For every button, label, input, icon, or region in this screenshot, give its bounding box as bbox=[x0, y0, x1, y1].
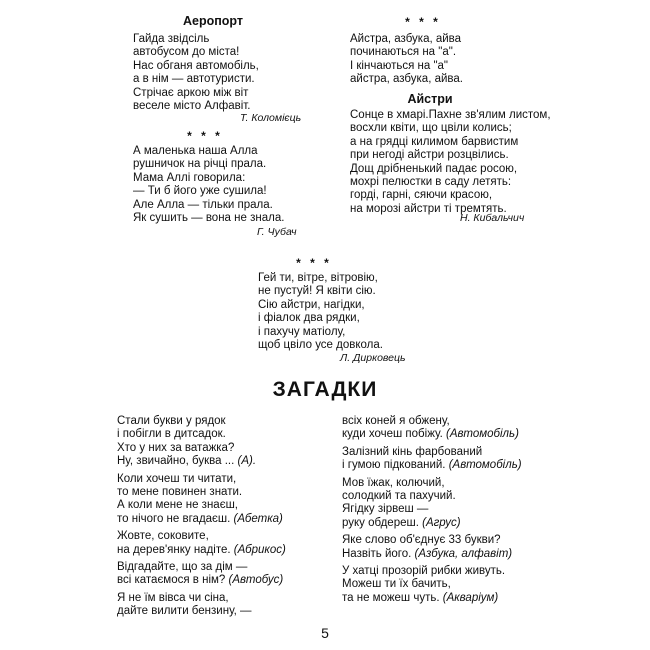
riddle-text: Можеш ти їх бачить, bbox=[342, 578, 451, 591]
riddle-answer: (Автобус) bbox=[228, 574, 284, 587]
riddle-text: руку обдереш. bbox=[342, 516, 423, 529]
page-number: 5 bbox=[321, 625, 329, 641]
poem-line: Стрічає аркою між віт bbox=[133, 86, 249, 99]
riddle-line bbox=[117, 561, 317, 574]
poem-line: і пахучу матіолу, bbox=[258, 325, 346, 338]
riddle-line bbox=[342, 592, 552, 605]
riddle-answer: (Абрикос) bbox=[233, 543, 286, 556]
riddle-line bbox=[342, 534, 552, 547]
poem-line: Сонце в хмарі.Пахне зв'ялим листом, bbox=[350, 109, 551, 121]
riddle-line bbox=[117, 473, 317, 486]
riddle-line bbox=[342, 446, 552, 459]
section-title: ЗАГАДКИ bbox=[272, 378, 378, 401]
riddle-answer: (Абетка) bbox=[233, 512, 283, 525]
riddle bbox=[117, 415, 317, 469]
poem-airport bbox=[133, 14, 303, 113]
riddle-text: Хто у них за ватажка? bbox=[117, 441, 235, 454]
riddle-answer: (Агрус) bbox=[422, 516, 461, 529]
riddle-text: то нічого не вгадаєш. bbox=[117, 512, 234, 525]
riddle-text: Ягідку зірвеш — bbox=[342, 503, 429, 516]
poem-title: Айстри bbox=[407, 92, 453, 106]
riddle-answer: (Акваріум) bbox=[442, 591, 499, 604]
riddle bbox=[342, 415, 552, 442]
riddle-answer: (Автомобіль) bbox=[446, 428, 519, 441]
riddle-line bbox=[117, 415, 317, 428]
riddle-text: У хатці прозорій рибки живуть. bbox=[342, 565, 506, 578]
poem-line: починаються на "а". bbox=[350, 46, 457, 59]
poem-viter bbox=[258, 272, 428, 352]
riddle-text: і гумою підкований. bbox=[342, 459, 449, 472]
riddle-text: Стали букви у рядок bbox=[117, 415, 226, 427]
riddle-text: Я не їм вівса чи сіна, bbox=[117, 591, 229, 604]
riddle-answer: (Автомобіль) bbox=[448, 459, 522, 472]
poem-title: Аеропорт bbox=[182, 14, 244, 28]
poem-line: Мама Аллі говорила: bbox=[133, 171, 246, 184]
riddle-text: А коли мене не знаєш, bbox=[117, 499, 238, 512]
poem-line: Дощ дрібненький падає росою, bbox=[350, 162, 518, 175]
poem-line: І кінчаються на "а" bbox=[350, 59, 449, 72]
riddle-text: Назвіть його. bbox=[342, 547, 415, 560]
riddle-line bbox=[117, 428, 317, 441]
poem-line: веселе місто Алфавіт. bbox=[133, 100, 251, 113]
riddle-text: Ну, звичайно, буква ... bbox=[117, 455, 238, 468]
riddle bbox=[117, 561, 317, 588]
poem-line: а в нім — автотуристи. bbox=[133, 73, 255, 86]
riddle-line bbox=[117, 442, 317, 455]
poem-aistry bbox=[350, 109, 560, 216]
poem-line: при негоді айстри розцвілись. bbox=[350, 149, 509, 162]
riddle-line bbox=[117, 513, 317, 526]
poem-author: Н. Кибальчич bbox=[460, 212, 525, 224]
riddle-text: Яке слово об'єднує 33 букви? bbox=[342, 534, 501, 547]
poem-line: Гей ти, вітре, вітровію, bbox=[258, 272, 378, 284]
poem-aistra bbox=[350, 33, 550, 87]
poem-author: Т. Коломієць bbox=[240, 112, 302, 124]
riddle-line bbox=[117, 592, 317, 605]
poem-line: автобусом до міста! bbox=[133, 46, 240, 59]
riddle-line bbox=[117, 486, 317, 499]
poem-line: Айстра, азбука, айва bbox=[350, 33, 462, 45]
riddle-line bbox=[342, 428, 552, 441]
poem-line: і фіалок два рядки, bbox=[258, 312, 360, 325]
poem-line: — Ти б його уже сушила! bbox=[133, 185, 267, 198]
riddle-line bbox=[342, 517, 552, 530]
riddle-text: то мене повинен знати. bbox=[117, 486, 243, 499]
poem-author: Л. Дирковець bbox=[340, 352, 406, 364]
riddle-text: дайте вилити бензину, — bbox=[117, 605, 252, 618]
poem-line: А маленька наша Алла bbox=[133, 145, 258, 157]
riddle-line bbox=[342, 415, 552, 428]
poem-line: восхли квіти, що цвіли колись; bbox=[350, 122, 512, 135]
riddle bbox=[117, 530, 317, 557]
riddle bbox=[342, 446, 552, 473]
riddle-text: Залізний кінь фарбований bbox=[342, 445, 483, 458]
riddle-text: Відгадайте, що за дім — bbox=[117, 561, 248, 574]
riddle-line bbox=[117, 544, 317, 557]
riddle-line bbox=[342, 477, 552, 490]
riddle bbox=[342, 477, 552, 531]
poem-line: рушничок на річці прала. bbox=[133, 158, 267, 171]
riddle-answer: (Азбука, алфавіт) bbox=[414, 547, 513, 560]
riddle-text: всіх коней я обжену, bbox=[342, 415, 450, 427]
riddle-line bbox=[117, 574, 317, 587]
riddle bbox=[342, 534, 552, 561]
riddle-line bbox=[117, 530, 317, 543]
riddle-line bbox=[342, 578, 552, 591]
riddle-text: Мов їжак, колючий, bbox=[342, 476, 445, 489]
riddle-answer: (А). bbox=[237, 455, 257, 468]
poem-line: на морозі айстри ті тремтять. bbox=[350, 202, 507, 215]
riddles-right-column bbox=[342, 415, 552, 609]
poem-alla bbox=[133, 145, 313, 225]
poem-line: Гайда звідсіль bbox=[133, 33, 210, 45]
riddle-line bbox=[342, 490, 552, 503]
riddle-line bbox=[342, 459, 552, 472]
riddle-line bbox=[342, 548, 552, 561]
poem-lines bbox=[133, 33, 303, 113]
poem-line: Як сушить — вона не знала. bbox=[133, 212, 285, 225]
riddle bbox=[117, 592, 317, 619]
poem-line: Сію айстри, нагідки, bbox=[258, 298, 365, 311]
riddle bbox=[117, 473, 317, 527]
riddle-line bbox=[342, 503, 552, 516]
riddle-text: куди хочеш побіжу. bbox=[342, 428, 447, 441]
stars-divider: * * * bbox=[296, 256, 332, 270]
poem-author: Г. Чубач bbox=[257, 226, 297, 238]
riddle-line bbox=[117, 455, 317, 468]
riddle-text: солодкий та пахучий. bbox=[342, 490, 456, 503]
riddle-text: всі катаємося в нім? bbox=[117, 574, 229, 587]
poem-line: щоб цвіло усе довкола. bbox=[258, 339, 383, 352]
poem-line: Але Алла — тільки прала. bbox=[133, 198, 273, 211]
poem-line: горді, гарні, сяючи красою, bbox=[350, 189, 493, 202]
stars-divider: * * * bbox=[405, 15, 441, 29]
riddle-text: Жовте, соковите, bbox=[117, 530, 209, 543]
riddles-left-column bbox=[117, 415, 317, 623]
poem-line: Нас обганя автомобіль, bbox=[133, 59, 259, 72]
poem-line: не пустуй! Я квіти сію. bbox=[258, 285, 376, 298]
riddle-text: на дерев'янку надіте. bbox=[117, 543, 234, 556]
riddle-text: та не можеш чуть. bbox=[342, 591, 443, 604]
riddle bbox=[342, 565, 552, 605]
riddle-text: і побігли в дитсадок. bbox=[117, 428, 226, 441]
poem-line: айстра, азбука, айва. bbox=[350, 73, 463, 86]
stars-divider: * * * bbox=[187, 129, 223, 143]
riddle-line bbox=[117, 499, 317, 512]
poem-line: мохрі пелюстки в саду летять: bbox=[350, 176, 512, 189]
riddle-line bbox=[342, 565, 552, 578]
riddle-text: Коли хочеш ти читати, bbox=[117, 472, 237, 485]
riddle-line bbox=[117, 605, 317, 618]
poem-line: а на грядці килимом барвистим bbox=[350, 135, 519, 148]
